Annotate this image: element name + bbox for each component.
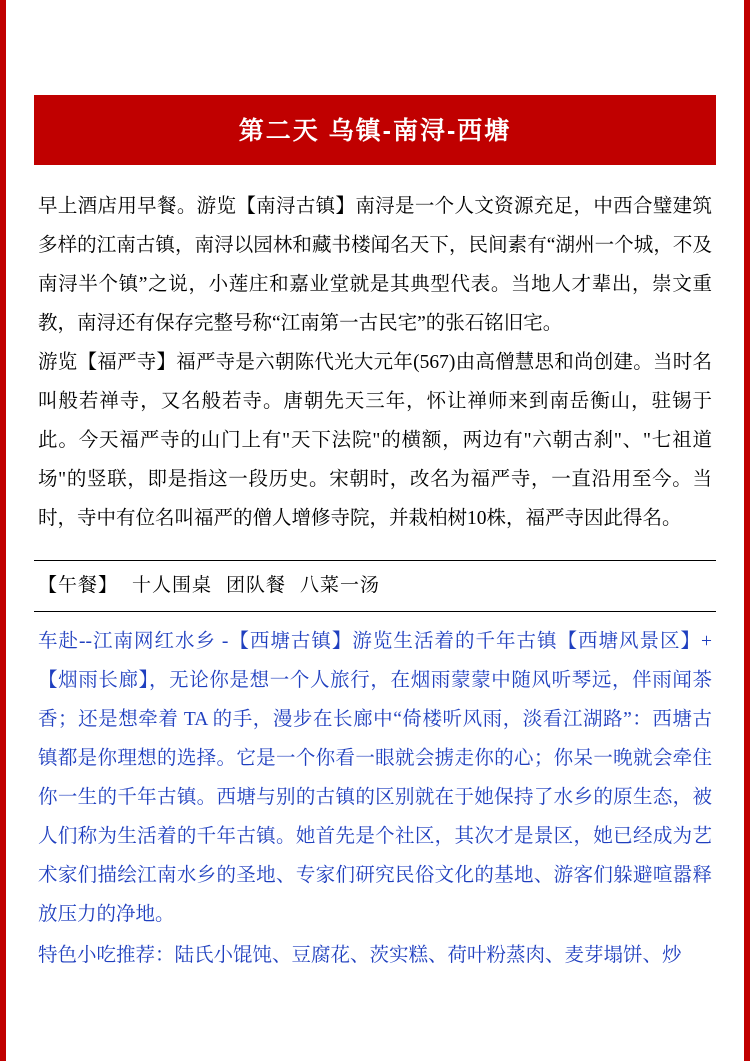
morning-paragraph-1: 早上酒店用早餐。游览【南浔古镇】南浔是一个人文资源充足，中西合璧建筑多样的江南古镇，南浔以园林和藏书楼闻名天下，民间素有“湖州一个城，不及南浔半个镇”之说，小莲庄和嘉业堂就是其典型代表。当地人才辈出，崇文重教，南浔还有保存完整号称“江南第一古民宅”的张石铭旧宅。 <box>38 196 712 334</box>
lunch-item-2: 团队餐 <box>226 575 287 596</box>
afternoon-paragraph-1: 车赴--江南网红水乡 -【西塘古镇】游览生活着的千年古镇【西塘风景区】+【烟雨长廊】，无论你是想一个人旅行，在烟雨蒙蒙中随风听琴远，伴雨闻茶香；还是想牵着 TA 的手，漫步在长廊中“倚楼听风雨，淡看江湖路”：西塘古镇都是你理想的选择。它是一个你看一眼就会掳走你的心；你呆一晚就会牵住你一生的千年古镇。西塘与别的古镇的区别就在于她保持了水乡的原生态，被人们称为生活着的千年古镇。她首先是个社区，其次才是景区，她已经成为艺术家们描绘江南水乡的圣地、专家们研究民俗文化的基地、游客们躲避喧嚣释放压力的净地。 <box>38 631 712 925</box>
document-content <box>34 95 716 975</box>
morning-itinerary-block <box>34 165 716 544</box>
page-title: 第二天 乌镇-南浔-西塘 <box>34 95 716 165</box>
left-red-rule <box>0 0 6 1061</box>
afternoon-itinerary-block <box>34 611 716 975</box>
lunch-item-1: 十人围桌 <box>132 575 213 596</box>
lunch-item-3: 八菜一汤 <box>300 575 381 596</box>
lunch-row <box>34 561 716 611</box>
morning-paragraph-2: 游览【福严寺】福严寺是六朝陈代光大元年(567)由高僧慧思和尚创建。当时名叫般若禅寺，又名般若寺。唐朝先天三年，怀让禅师来到南岳衡山，驻锡于此。今天福严寺的山门上有"天下法院"的横额，两边有"六朝古刹"、"七祖道场"的竖联，即是指这一段历史。宋朝时，改名为福严寺，一直沿用至今。当时，寺中有位名叫福严的僧人增修寺院，并栽柏树10株，福严寺因此得名。 <box>38 352 712 529</box>
right-red-rule <box>744 0 750 1061</box>
local-snack-recommendation: 特色小吃推荐：陆氏小馄饨、豆腐花、茨实糕、荷叶粉蒸肉、麦芽塌饼、炒 <box>38 945 682 966</box>
lunch-label: 【午餐】 <box>38 575 119 596</box>
